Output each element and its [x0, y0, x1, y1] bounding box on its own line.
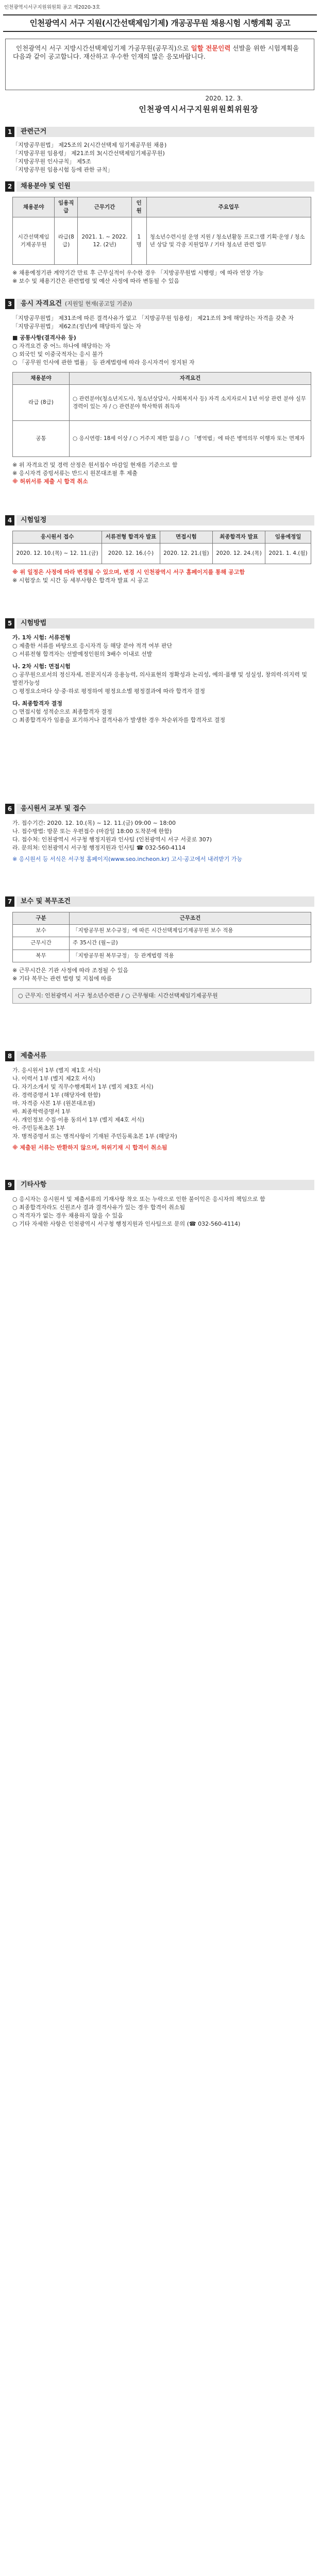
table-cell: 2021. 1. 4.(월) [265, 544, 311, 564]
box-text: ○ 근무지: 인천광역시 서구 청소년수련관 / ○ 근무형태: 시간선택제임기제공무원 [18, 992, 218, 999]
table-row [13, 937, 311, 950]
section-number: 1 [5, 127, 14, 137]
list-item: ○ 자격요건 중 어느 하나에 해당하는 자 [12, 343, 110, 349]
intro-text: 인천광역시 서구 지방시간선택제임기제 가공무원(공무직)으로 일할 전문인력 선발을 위한 시험계획을 다음과 같이 공고합니다. 재산하고 우수한 인재의 많은 응모바랍니다. [13, 44, 299, 60]
section-title: 시험방법 [21, 619, 47, 627]
table-row [13, 421, 311, 457]
table-header: 인원 [131, 197, 146, 217]
note: ※ 위 일정은 사정에 따라 변경될 수 있으며, 변경 시 인천광역시 서구 홈페이지를 통해 공고함 [12, 569, 245, 576]
intro-box [5, 39, 314, 90]
table-cell: 1명 [131, 217, 146, 265]
section-2-body [12, 197, 311, 285]
conditions-box [12, 988, 311, 1004]
list-item: 「지방공무원법」 제31조에 따른 결격사유가 없고 「지방공무원 임용령」 제21조의 3에 해당하는 자격을 갖춘 자 [12, 315, 294, 321]
table-row [13, 217, 311, 265]
section-4-header [5, 515, 314, 526]
section-9-header [5, 1180, 314, 1190]
list-item: 다. 접수처: 인천광역시 서구청 행정지원과 인사팀 (인천광역시 서구 서곶로 307) [12, 836, 212, 843]
section-number: 7 [5, 896, 14, 907]
list-item: ○ 최종합격자라도 신원조사 결과 결격사유가 있는 경우 합격이 취소됨 [12, 1204, 186, 1211]
table-header: 근무기간 [78, 197, 132, 217]
list-item: 라. 문의처: 인천광역시 서구청 행정지원과 인사팀 ☎ 032-560-4114 [12, 844, 186, 851]
notice-number: 인천광역시서구지원위원회 공고 제2020-3호 [4, 5, 100, 10]
issuer: 인천광역시서구지원위원회위원장 [139, 105, 259, 114]
list-item: 「지방공무원 인사규칙」 제5조 [12, 158, 91, 165]
table-cell: 2021. 1. ~ 2022. 12. (2년) [78, 217, 132, 265]
section-6-body [12, 819, 311, 863]
note: ※ 응시원서 등 서식은 서구청 홈페이지(www.seo.incheon.kr) 고시·공고에서 내려받기 가능 [12, 856, 243, 862]
page-title: 인천광역시 서구 지원(시간선택제임기제) 개공공무원 채용시험 시행계획 공고 [29, 19, 291, 28]
section-9-body [12, 1195, 311, 1228]
table-cell: ○ 관련분야(청소년지도사, 청소년상담사, 사회복지사 등) 자격 소지자로서 1년 이상 관련 분야 실무경력이 있는 자 / ○ 관련분야 학사학위 취득자 [70, 385, 311, 421]
section-1-header [5, 127, 314, 137]
note: ※ 근무시간은 기관 사정에 따라 조정될 수 있음 [12, 967, 128, 974]
list-item: 라. 경력증명서 1부 (해당자에 한함) [12, 1092, 101, 1098]
section-title: 채용분야 및 인원 [21, 182, 71, 190]
list-item: ○ 응시자는 응시원서 및 제출서류의 기재사항 착오 또는 누락으로 인한 불이익은 응시자의 책임으로 함 [12, 1196, 265, 1202]
list-item: 가. 응시원서 1부 (별지 제1호 서식) [12, 1067, 101, 1074]
table-header: 자격요건 [70, 372, 311, 385]
section-title: 관련근거 [21, 128, 47, 135]
list-item: ○ 기타 자세한 사항은 인천광역시 서구청 행정지원과 인사팀으로 문의 (☎ 032-560-4114) [12, 1221, 241, 1227]
section-number: 5 [5, 618, 14, 629]
section-8-body [12, 1066, 311, 1152]
list-item: ○ 적격자가 없는 경우 채용하지 않을 수 있음 [12, 1212, 123, 1219]
section-title: 기타사항 [21, 1181, 47, 1189]
note: ※ 제출된 서류는 반환하지 않으며, 허위기재 시 합격이 취소됨 [12, 1144, 167, 1151]
section-5-body [12, 634, 311, 724]
note: ※ 시험장소 및 시간 등 세부사항은 합격자 발표 시 공고 [12, 577, 148, 584]
list-item: ○ 외국인 및 이중국적자는 응시 불가 [12, 351, 103, 358]
list-item: 바. 최종학력증명서 1부 [12, 1108, 71, 1115]
table-header: 임용예정일 [265, 531, 311, 544]
list-item: 가. 1차 시험: 서류전형 [12, 634, 71, 641]
table-header: 최종합격자 발표 [212, 531, 265, 544]
table-cell: 시간선택제임기제공무원 [13, 217, 55, 265]
list-item: ○ 최종합격자가 임용을 포기하거나 결격사유가 발생한 경우 차순위자를 합격자로 결정 [12, 717, 225, 723]
table-row [13, 925, 311, 937]
section-number: 8 [5, 1051, 14, 1061]
intro-highlight: 일할 전문인력 [191, 44, 231, 52]
table-header: 임용직급 [55, 197, 78, 217]
list-item: 「지방공무원 임용령」 제21조의 3(시간선택제임기제공무원) [12, 150, 165, 157]
note: ※ 응시자격 증빙서류는 반드시 원본대조필 후 제출 [12, 470, 138, 477]
table-cell: 보수 [13, 925, 70, 937]
table-header: 주요업무 [146, 197, 311, 217]
note: ※ 보수 및 채용기간은 관련법령 및 예산 사정에 따라 변동될 수 있음 [12, 278, 179, 285]
list-item: 「지방공무원법」 제25조의 2(시간선택제 임기제공무원 채용) [12, 142, 167, 148]
section-1-body [12, 141, 311, 174]
table-header: 면접시험 [160, 531, 212, 544]
table-cell: 주 35시간 (월~금) [70, 937, 311, 950]
list-item: 아. 주민등록초본 1부 [12, 1125, 65, 1131]
table-cell: 「지방공무원 보수규정」에 따른 시간선택제임기제공무원 보수 적용 [70, 925, 311, 937]
section-title: 시험일정 [21, 516, 47, 524]
list-item: ○ 서류전형 합격자는 선발예정인원의 3배수 이내로 선발 [12, 651, 153, 657]
table-cell: 2020. 12. 10.(목) ~ 12. 11.(금) [13, 544, 102, 564]
list-item: 「지방공무원 임용시험 등에 관한 규칙」 [12, 166, 113, 173]
table-cell: 라급(8급) [55, 217, 78, 265]
table-cell: 공통 [13, 421, 70, 457]
conditions-table [12, 912, 311, 962]
notice-date: 2020. 12. 3. [205, 95, 243, 102]
section-title: 응시원서 교부 및 접수 [21, 805, 86, 812]
list-item: 「지방공무원법」 제62조(정년)에 해당하지 않는 자 [12, 323, 141, 330]
section-title: 제출서류 [21, 1052, 47, 1060]
section-5-header [5, 618, 314, 629]
section-3-body [12, 314, 311, 486]
section-2-header [5, 181, 314, 192]
list-item: 자. 병적증명서 또는 병적사항이 기재된 주민등록초본 1부 (해당자) [12, 1133, 177, 1140]
list-item: 다. 최종합격자 결정 [12, 700, 62, 707]
table-cell: ○ 응시연령: 18세 이상 / ○ 거주지 제한 없음 / ○ 「병역법」에 따른 병역의무 이행자 또는 면제자 [70, 421, 311, 457]
section-7-body [12, 912, 311, 1004]
schedule-table [12, 531, 311, 564]
table-header: 근무조건 [70, 912, 311, 925]
table-header: 서류전형 합격자 발표 [102, 531, 160, 544]
note: ※ 기타 복무는 관련 법령 및 지침에 따름 [12, 975, 112, 982]
list-item: 나. 2차 시험: 면접시험 [12, 663, 71, 670]
note: ※ 채용예정기관 계약기간 만료 후 근무실적이 우수한 경우 「지방공무원법 시행령」에 따라 연장 가능 [12, 269, 264, 277]
list-item: ○ 평정요소마다 상·중·하로 평정하여 평정요소별 평정결과에 따라 합격자 결정 [12, 688, 205, 694]
section-8-header [5, 1051, 314, 1061]
table-cell: 「지방공무원 복무규정」 등 관계법령 적용 [70, 950, 311, 962]
table-header: 채용분야 [13, 372, 70, 385]
list-item: ○ 공무원으로서의 정신자세, 전문지식과 응용능력, 의사표현의 정확성과 논리성, 예의·품행 및 성실성, 창의력·의지력 및 발전가능성 [12, 671, 307, 686]
table-row [13, 385, 311, 421]
list-item: ■ 공통사항(결격사유 등) [12, 334, 76, 341]
note: ※ 허위서류 제출 시 합격 취소 [12, 478, 88, 485]
section-number: 6 [5, 804, 14, 814]
list-item: 다. 자기소개서 및 직무수행계획서 1부 (별지 제3호 서식) [12, 1083, 154, 1090]
list-item: 나. 이력서 1부 (별지 제2호 서식) [12, 1075, 95, 1082]
recruitment-table [12, 197, 311, 265]
table-row [13, 544, 311, 564]
section-number: 3 [5, 299, 14, 309]
list-item: 마. 자격증 사본 1부 (원본대조필) [12, 1100, 95, 1107]
section-subtitle: (지원일 현재(공고일 기준)) [64, 300, 132, 307]
table-row [13, 950, 311, 962]
table-cell: 근무시간 [13, 937, 70, 950]
section-number: 2 [5, 181, 14, 192]
table-header: 채용분야 [13, 197, 55, 217]
section-number: 4 [5, 515, 14, 526]
table-cell: 2020. 12. 21.(월) [160, 544, 212, 564]
table-cell: 복무 [13, 950, 70, 962]
table-header: 응시원서 접수 [13, 531, 102, 544]
list-item: ○ 면접시험 성적순으로 최종합격자 결정 [12, 708, 112, 715]
list-item: ○ 「공무원 인사에 관한 법률」 등 관계법령에 따라 응시자격이 정지된 자 [12, 359, 195, 366]
section-6-header [5, 804, 314, 814]
qualification-table [12, 372, 311, 457]
section-7-header [5, 896, 314, 907]
section-title: 응시 자격요건 [21, 300, 62, 308]
section-number: 9 [5, 1180, 14, 1190]
table-cell: 라급 (8급) [13, 385, 70, 421]
list-item: 가. 접수기간: 2020. 12. 10.(목) ~ 12. 11.(금) 09:00 ~ 18:00 [12, 820, 176, 826]
table-cell: 청소년수련시설 운영 지원 / 청소년활동 프로그램 기획·운영 / 청소년 상담 및 각종 지원업무 / 기타 청소년 관련 업무 [146, 217, 311, 265]
title-box [3, 14, 317, 32]
table-header: 구분 [13, 912, 70, 925]
list-item: 나. 접수방법: 방문 또는 우편접수 (마감일 18:00 도착분에 한함) [12, 828, 172, 835]
table-cell: 2020. 12. 24.(목) [212, 544, 265, 564]
list-item: 사. 개인정보 수집·이용 동의서 1부 (별지 제4호 서식) [12, 1116, 144, 1123]
section-4-body [12, 531, 311, 585]
note: ※ 위 자격요건 및 경력 산정은 원서접수 마감일 현재를 기준으로 함 [12, 462, 178, 469]
section-3-header [5, 299, 314, 309]
table-cell: 2020. 12. 16.(수) [102, 544, 160, 564]
section-title: 보수 및 복무조건 [21, 897, 71, 905]
list-item: ○ 제출한 서류를 바탕으로 응시자격 등 해당 분야 적격 여부 판단 [12, 642, 173, 649]
